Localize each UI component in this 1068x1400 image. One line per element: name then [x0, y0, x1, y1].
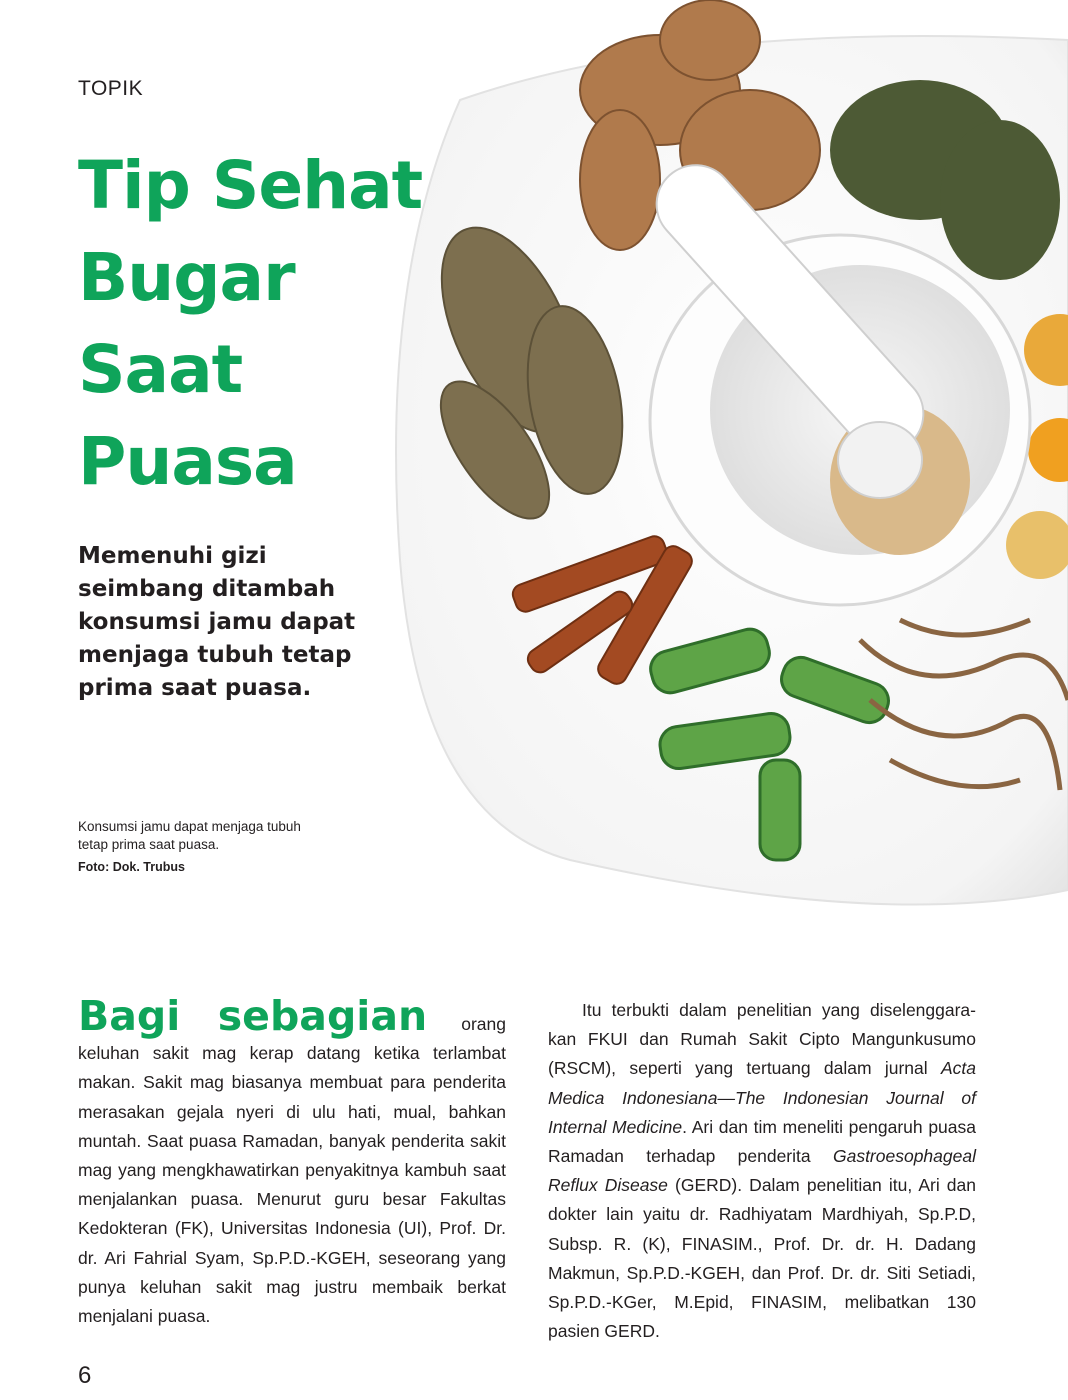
- caption-text: Konsumsi jamu dapat menjaga tubuh tetap prima saat puasa.: [78, 819, 301, 852]
- article-body-left: [78, 992, 506, 1331]
- journal-title: Acta Medica Indonesiana—The Indonesian Journal of Internal Medicine: [548, 1058, 976, 1137]
- title-line: Bugar: [78, 239, 295, 316]
- lead-line: seimbang ditambah: [78, 576, 336, 602]
- section-label: TOPIK: [78, 77, 144, 100]
- body-paragraph: orang keluhan sakit mag kerap datang ketika terlambat makan. Sakit mag biasanya membuat para penderita merasakan gejala nyeri di ulu hati, mual, bahkan muntah. Saat puasa Ramadan, banyak penderita sakit mag yang mengkhawatirkan penyakitnya kambuh saat menjalankan puasa. Menurut guru besar Fakultas Kedokteran (FK), Universitas Indonesia (UI), Prof. Dr. dr. Ari Fahrial Syam, Sp.P.D.-KGEH, seseorang yang punya keluhan sakit mag justru membaik berkat menjalani puasa.: [78, 1014, 506, 1327]
- jamu-herbs-photo: [360, 0, 1068, 920]
- page-number: 6: [78, 1362, 92, 1389]
- body-text: . Ari dan tim meneliti pengaruh puasa Ramadan terhadap penderita: [548, 1116, 976, 1167]
- disease-name: Gastroesophageal Reflux Disease: [548, 1146, 976, 1196]
- photo-credit: Foto: Dok. Trubus: [78, 860, 185, 874]
- body-text: Itu terbukti dalam penelitian yang diselenggara-kan FKUI dan Rumah Sakit Cipto Mangunkusumo (RSCM), seperti yang tertuang dalam jurnal: [548, 1000, 976, 1079]
- lead-line: menjaga tubuh tetap: [78, 642, 352, 668]
- lead-line: Memenuhi gizi: [78, 543, 267, 569]
- article-body-right: [548, 996, 976, 1346]
- title-line: Tip Sehat: [78, 147, 423, 224]
- title-line: Puasa: [78, 423, 297, 500]
- lead-line: konsumsi jamu dapat: [78, 609, 356, 635]
- body-text: (GERD). Dalam penelitian itu, Ari dan dokter lain yaitu dr. Radhiyatam Mardhiyah, Sp.P.D, Subsp. R. (K), FINASIM., Prof. Dr. dr. H. Dadang Makmun, Sp.P.D.-KGEH, dan Prof. Dr. dr. Siti Setiadi, Sp.P.D.-KGer, M.Epid, FINASIM, melibatkan 130 pasien GERD.: [548, 1175, 976, 1342]
- title-line: Saat: [78, 331, 243, 408]
- lead-in-words: Bagi sebagian: [78, 992, 428, 1040]
- article-lead: [78, 540, 378, 705]
- photo-caption: [78, 818, 308, 876]
- lead-line: prima saat puasa.: [78, 675, 312, 701]
